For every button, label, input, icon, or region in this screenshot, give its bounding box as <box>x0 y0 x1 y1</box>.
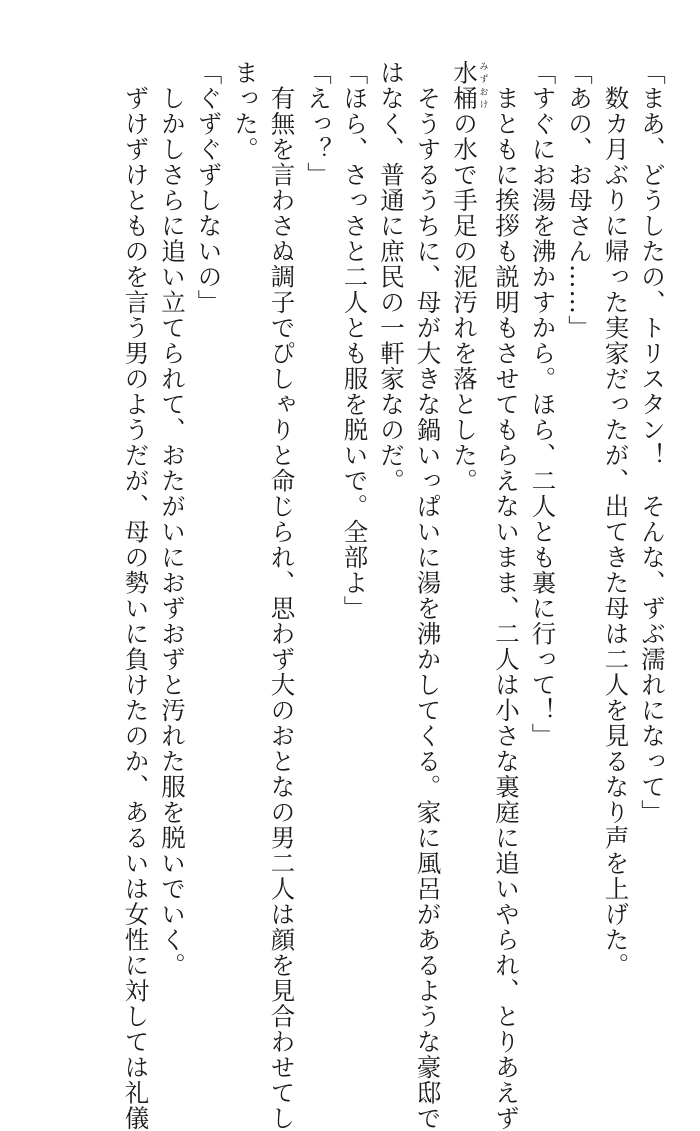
text-line-2: 数カ月ぶりに帰った実家だったが、出てきた母は二人を見るなり声を上げた。 <box>601 60 631 978</box>
text-line-3: 「あの、お母さん……」 <box>565 60 594 341</box>
text-line-14: しかしさらに追い立てられて、おたがいにおずおずと汚れた服を脱いでいく。 <box>158 60 187 978</box>
text-line-5: まともに挨拶も説明もさせてもらえないまま、二人は小さな裏庭に追いやられ、とりあえず <box>492 60 521 1131</box>
text-line-6 <box>446 60 488 960</box>
ruby-base: 水桶 <box>450 60 479 111</box>
text-line-8: はなく、普通に庶民の一軒家なのだ。 <box>377 60 406 494</box>
text-line-1: 「まあ、どうしたの、トリスタン！ そんな、ずぶ濡れになって」 <box>638 60 667 825</box>
text-line-6-body: で手足の泥汚れを落とした。 <box>450 162 479 494</box>
vertical-text-body <box>117 60 670 1131</box>
text-line-11: 有無を言わさぬ調子でぴしゃりと命じられ、思わず大のおとなの男二人は顔を見合わせてし <box>267 60 297 1131</box>
text-line-4: 「すぐにお湯を沸かすから。ほら、二人とも裏に行って！」 <box>528 60 558 749</box>
text-line-7: そうするうちに、母が大きな鍋いっぱいに湯を沸かしてくる。家に風呂があるような豪邸で <box>413 60 443 1131</box>
text-line-9: 「ほら、さっさと二人とも服を脱いで。全部よ」 <box>340 60 370 621</box>
text-line-13: 「ぐずぐずしないの」 <box>194 60 224 315</box>
text-line-12: まった。 <box>231 60 260 162</box>
ruby-rest: の水 <box>450 111 479 162</box>
ruby-reading: みずおけ <box>477 60 488 111</box>
text-line-15: ずけずけとものを言う男のようだが、母の勢いに負けたのか、あるいは女性に対しては礼儀 <box>121 60 151 1131</box>
ruby-mizuoke <box>450 60 488 111</box>
text-line-10: 「えっ？」 <box>304 60 333 188</box>
